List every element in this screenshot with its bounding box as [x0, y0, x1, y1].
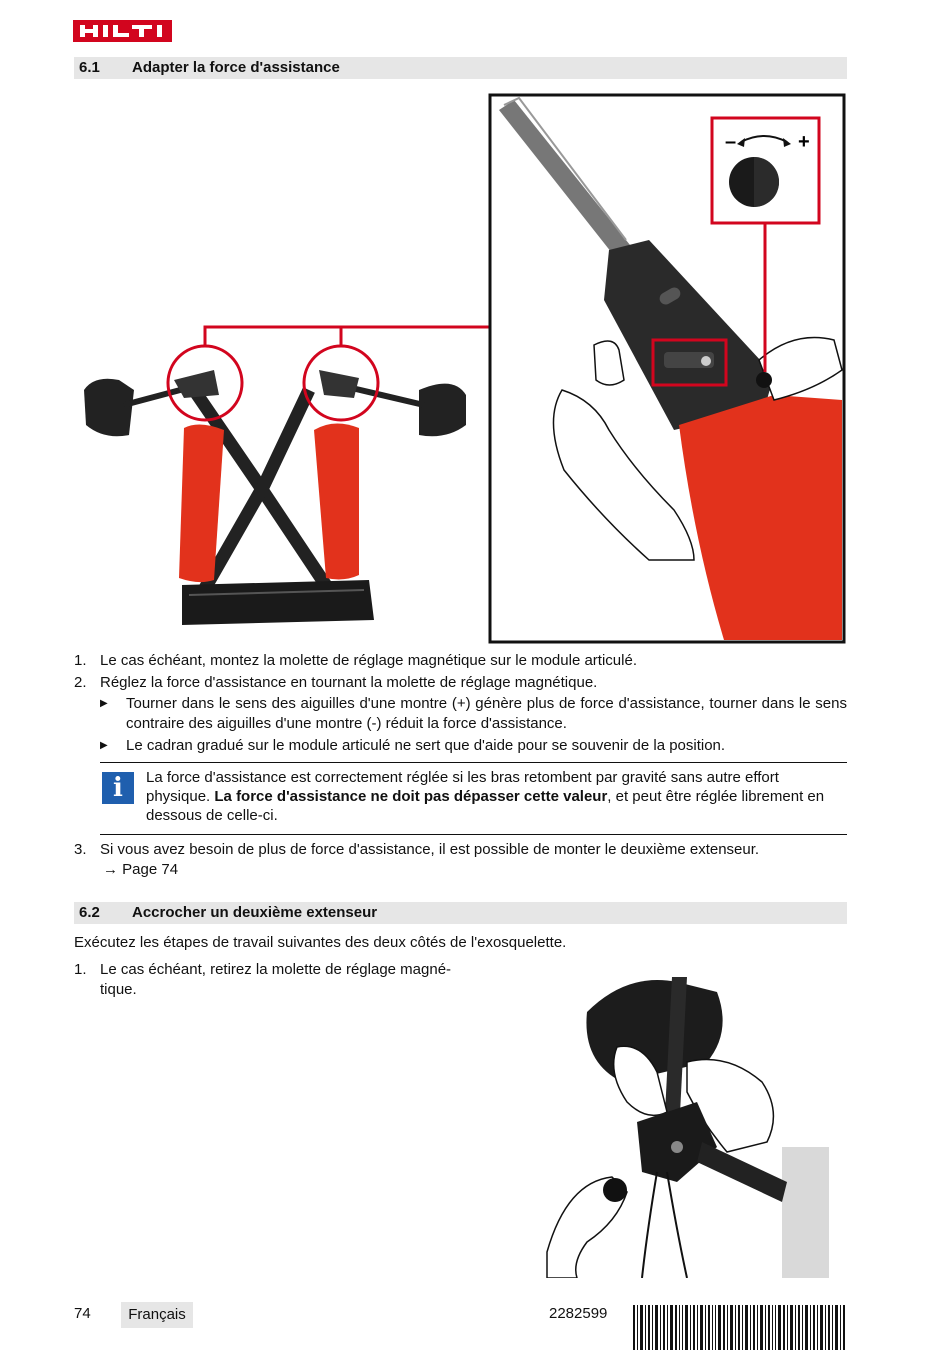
- step-number: 3.: [74, 841, 87, 858]
- section-title: Accrocher un deuxième extenseur: [132, 904, 378, 921]
- barcode: [633, 1305, 845, 1350]
- note-bottom-rule: [100, 834, 847, 835]
- section-header-6-1: [74, 57, 847, 79]
- step-text-cont: tique.: [100, 981, 137, 998]
- note-text-end: , et peut être réglée librement en dessous de celle-ci.: [146, 788, 825, 824]
- step-1: [74, 960, 494, 1000]
- info-note: [146, 768, 847, 825]
- bullet-text: Tourner dans le sens des aiguilles d'une montre (+) génère plus de force d'assistance, tourner dans le sens contraire des aiguilles d'une montre (-) réduit la force d'assistance.: [126, 695, 847, 732]
- plus-label: +: [798, 131, 810, 153]
- exoskeleton-illustration: [84, 327, 490, 625]
- info-icon: i: [102, 772, 134, 804]
- language-label: Français: [121, 1302, 193, 1328]
- section-intro: Exécutez les étapes de travail suivantes des deux côtés de l'exosquelette.: [74, 934, 567, 951]
- page-number: 74: [74, 1305, 91, 1322]
- section-header-6-2: [74, 902, 847, 924]
- section-number: 6.2: [79, 904, 100, 921]
- triangle-bullet-icon: ▶: [100, 698, 108, 709]
- step-number: 2.: [74, 674, 87, 691]
- note-text: La force d'assistance est correctement réglée si les bras retombent par gravité sans autre effort physique.: [146, 769, 779, 805]
- step-text: Réglez la force d'assistance en tournant la molette de réglage magnétique.: [100, 674, 598, 691]
- step-text: Le cas échéant, montez la molette de réglage magnétique sur le module articulé.: [100, 652, 637, 669]
- page-reference-link[interactable]: → Page 74: [103, 861, 179, 878]
- minus-label: –: [725, 131, 737, 153]
- hilti-logo-mark: [78, 24, 168, 38]
- detail-photo: [490, 95, 844, 642]
- step-text: Le cas échéant, retirez la molette de réglage magné-: [100, 961, 452, 978]
- bullet-text: Le cadran gradué sur le module articulé ne sert que d'aide pour se souvenir de la position.: [126, 737, 726, 754]
- step-text: Si vous avez besoin de plus de force d'assistance, il est possible de monter le deuxième extenseur.: [100, 841, 760, 858]
- step-3: [74, 840, 847, 880]
- note-top-rule: [100, 762, 847, 763]
- step-number: 1.: [74, 652, 87, 669]
- section-number: 6.1: [79, 59, 100, 76]
- step-1: [74, 651, 847, 671]
- note-emphasis: La force d'assistance ne doit pas dépasser cette valeur: [214, 788, 608, 805]
- step-number: 1.: [74, 961, 87, 978]
- step-2: [74, 673, 847, 693]
- hilti-logo: [73, 20, 172, 42]
- figure-adjust-force: [74, 90, 850, 645]
- figure-remove-knob: [527, 972, 829, 1278]
- triangle-bullet-icon: ▶: [100, 740, 108, 751]
- bullet-item: [100, 694, 847, 734]
- bullet-item: [100, 736, 847, 756]
- document-number: 2282599: [549, 1305, 608, 1322]
- section-title: Adapter la force d'assistance: [132, 59, 340, 76]
